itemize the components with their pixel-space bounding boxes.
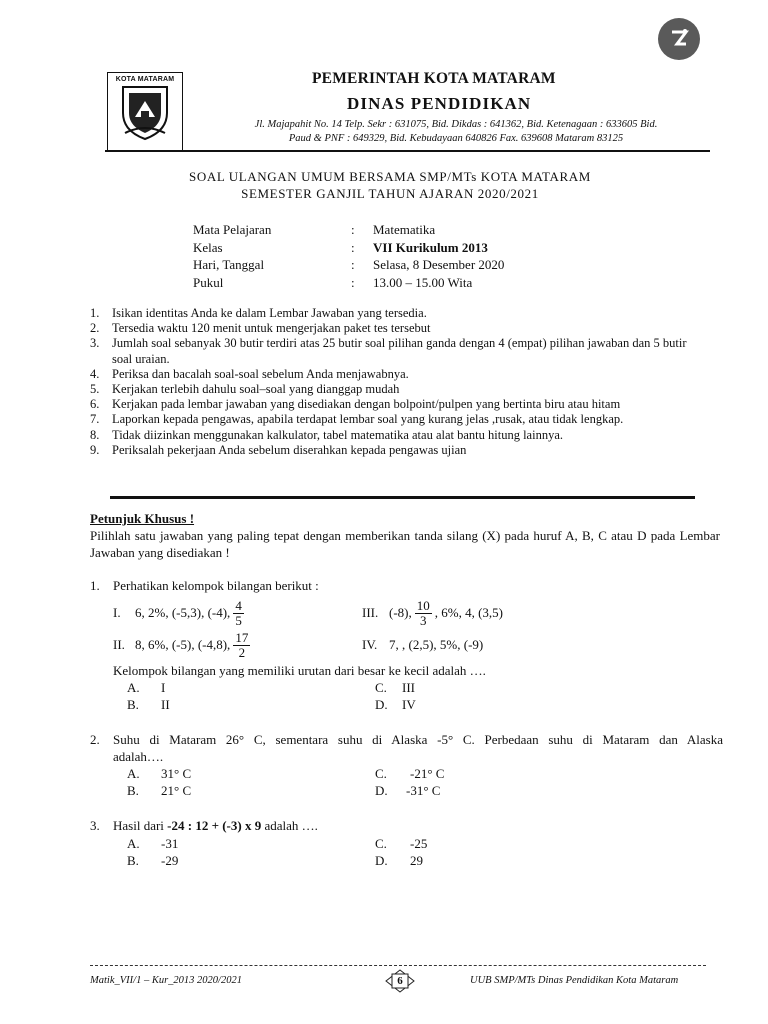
header-address [206,118,706,146]
fraction-numerator: 4 [235,597,242,613]
question-2-text-line-2: adalah…. [113,749,164,764]
question-3-number: 3. [90,818,100,833]
info-label: Hari, Tanggal [193,257,265,272]
instruction-item [90,412,700,427]
option-text: IV [402,697,416,712]
instruction-number: 5. [90,382,100,397]
number-group-1 [113,598,247,628]
address-line-1: Jl. Majapahit No. 14 Telp. Sekr : 631075, Bid. Dikdas : 641362, Bid. Ketenagaan : 633605 Bid. [254,119,658,130]
address-line-2: Paud & PNF : 649329, Bid. Kebudayaan 640826 Fax. 639608 Mataram 83125 [288,133,624,144]
info-value: 13.00 – 15.00 Wita [373,274,473,290]
special-instructions-text: Pilihlah satu jawaban yang paling tepat dengan memberikan tanda silang (X) pada huruf A, B, C atau D pada Lembar Jawaban yang disediakan ! [90,528,720,560]
section-divider [110,496,695,499]
question-1-stem: Perhatikan kelompok bilangan berikut : [113,578,319,593]
group-values: 7, , (2,5), 5%, (-9) [389,637,484,652]
footer-institution: UUB SMP/MTs Dinas Pendidikan Kota Mataram [470,975,679,986]
instruction-number: 1. [90,306,100,320]
instruction-item [90,428,700,443]
option-letter: B. [127,853,139,868]
instruction-text: Isikan identitas Anda ke dalam Lembar Jawaban yang tersedia. [112,306,427,320]
option-letter: B. [127,697,139,712]
option-letter: C. [375,766,387,781]
option-text: 21° C [161,783,192,798]
number-group-3 [362,598,503,628]
info-value: VII Kurikulum 2013 [373,239,488,255]
fraction [233,631,250,660]
option-text: II [161,697,170,712]
emblem-label: KOTA MATARAM [115,76,175,83]
info-colon: : [351,239,355,255]
instruction-item [90,336,700,366]
option-letter: D. [375,853,388,868]
exam-title-line-2: SEMESTER GANJIL TAHUN AJARAN 2020/2021 [241,186,539,201]
info-colon: : [351,274,355,290]
option-text: III [402,680,415,695]
number-group-4 [362,630,483,660]
info-colon: : [351,222,355,237]
corner-logo [658,18,700,60]
exam-title-line-1: SOAL ULANGAN UMUM BERSAMA SMP/MTs KOTA MATARAM [189,169,591,184]
header-department: DINAS PENDIDIKAN [347,94,532,113]
fraction-denominator: 5 [235,612,242,628]
question-3-expression: -24 : 12 + (-3) x 9 [167,818,262,833]
instruction-text: Periksalah pekerjaan Anda sebelum diserahkan kepada pengawas ujian [112,442,467,457]
instruction-text: Laporkan kepada pengawas, apabila terdapat lembar soal yang kurang jelas ,rusak, atau tidak lengkap. [112,412,624,427]
question-3-pre: Hasil dari [113,818,168,833]
option-letter: A. [127,766,140,781]
option-letter: D. [375,783,388,798]
question-1-number: 1. [90,578,100,593]
instruction-item [90,382,700,397]
question-3-post: adalah …. [261,818,318,833]
fraction-numerator: 17 [235,629,249,645]
instruction-number: 4. [90,366,100,381]
group-values: 6, 2%, (-5,3), (-4), [135,605,231,620]
option-letter: C. [375,836,387,851]
instruction-text: Periksa dan bacalah soal-soal sebelum Anda menjawabnya. [112,366,409,381]
instruction-text: Jumlah soal sebanyak 30 butir terdiri atas 25 butir soal pilihan ganda dengan 4 (empat) pilihan jawaban dan 5 butir soal uraian. [112,336,687,366]
instruction-number: 9. [90,442,100,457]
fraction [415,599,432,628]
page-number-text: 6 [397,975,403,987]
instruction-text: Tidak diizinkan menggunakan kalkulator, tabel matematika atau alat bantu hitung lainnya. [112,427,563,442]
question-3-text [113,818,318,834]
group-label: IV. [362,637,378,652]
info-label: Pukul [193,274,224,290]
fraction [233,599,244,628]
city-emblem [107,72,183,152]
group-label: III. [362,605,379,620]
option-text: -29 [161,853,179,868]
instruction-item [90,397,700,412]
info-value: Selasa, 8 Desember 2020 [373,257,505,272]
option-letter: A. [127,836,140,851]
group-label: I. [113,605,121,620]
info-colon: : [351,257,355,272]
option-letter: C. [375,680,387,695]
option-text: -21° C [410,766,445,781]
group-values: 8, 6%, (-5), (-4,8), [135,637,231,652]
group-label: II. [113,637,125,652]
header-divider [105,150,710,152]
info-label: Mata Pelajaran [193,222,272,237]
general-instructions [90,306,700,458]
question-2-text-line-1: Suhu di Mataram 26° C, sementara suhu di Alaska -5° C. Perbedaan suhu di Mataram dan Alaska [113,732,723,747]
option-text: 31° C [161,766,192,781]
instruction-text: Kerjakan pada lembar jawaban yang disediakan dengan bolpoint/pulpen yang bertinta biru atau hitam [112,397,621,412]
option-text: 29 [410,853,423,868]
instruction-item [90,306,700,321]
question-2-number: 2. [90,732,100,747]
option-text: I [161,680,166,695]
page-number [385,969,415,993]
header-government: PEMERINTAH KOTA MATARAM [312,70,556,87]
instruction-item [90,321,700,336]
instruction-number: 7. [90,412,100,427]
instruction-item [90,443,700,458]
footer-code: Matik_VII/1 – Kur_2013 2020/2021 [90,975,242,986]
fraction-denominator: 2 [238,644,246,660]
option-letter: A. [127,680,140,695]
instruction-text: Kerjakan terlebih dahulu soal–soal yang dianggap mudah [112,382,400,397]
option-text: -25 [410,836,428,851]
info-label: Kelas [193,239,223,255]
instruction-item [90,367,700,382]
instruction-number: 3. [90,336,100,351]
city-crest-icon [115,83,175,141]
education-logo-icon [664,24,694,54]
number-group-2 [113,630,253,660]
fraction-numerator: 10 [416,597,430,613]
instruction-text: Tersedia waktu 120 menit untuk mengerjakan paket tes tersebut [112,321,431,336]
instruction-number: 2. [90,321,100,336]
group-values-pre: (-8), [389,605,412,620]
option-letter: B. [127,783,139,798]
fraction-denominator: 3 [420,612,427,628]
footer-divider [90,965,706,966]
instruction-number: 8. [90,427,100,442]
question-1-prompt: Kelompok bilangan yang memiliki urutan dari besar ke kecil adalah …. [113,663,486,678]
instruction-number: 6. [90,397,100,412]
group-values-post: , 6%, 4, (3,5) [434,605,503,620]
info-value: Matematika [373,222,436,237]
special-instructions-heading: Petunjuk Khusus ! [90,511,195,526]
option-letter: D. [375,697,388,712]
option-text: -31 [161,836,179,851]
option-text: -31° C [406,783,441,798]
